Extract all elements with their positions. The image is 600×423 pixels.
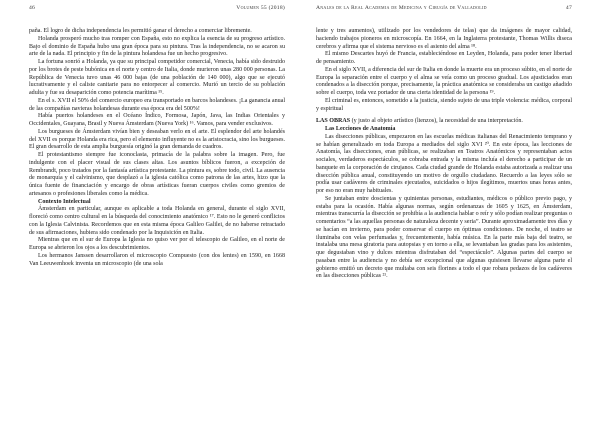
las-obras-label: LAS OBRAS (316, 118, 351, 125)
right-running-title: Anales de la Real Academia de Medicina y Cirugía de Valladolid (316, 5, 487, 11)
right-running-head (316, 5, 572, 13)
left-page (29, 0, 285, 423)
section-heading-lecciones-anatomia: Las Lecciones de Anatomía (325, 126, 396, 132)
left-paragraph: Los burgueses de Ámsterdam vivían bien y deseaban verlo en el arte. El esplendor del arte holandés del XVII es porque Holanda era rica, pero el elemento influyente no es la aristocracia, sino los burgueses. El gran desarrollo de esta amplia burguesía originó la gran demanda de cuadros. (29, 128, 285, 151)
right-page-body (316, 28, 572, 281)
left-paragraph: paña. El logro de dicha independencia les permitió ganar el derecho a comerciar libremente. (29, 28, 252, 34)
right-page (316, 0, 572, 423)
left-paragraph: Mientras que en el sur de Europa la Iglesia no quiso ver por el telescopio de Galileo, en el norte de Europa se abrieron los ojos a los descubrimientos. (29, 237, 285, 251)
left-paragraph: Los hermanos Janssen desarrollaron el microscopio Compuesto (con dos lentes) en 1590, en 1668 Van Leeuwenhoek inventa un microscopio (de una sola (29, 252, 285, 267)
left-paragraph: Holanda prosperó mucho tras romper con España, esto no explica la esencia de su progreso artístico. Bajo el dominio de España hubo una gran época para su pintura. Tras la independencia, no se acaron su arte de la nada. El principio y fin de la pintura holandesa fue un hecho progresivo. (29, 35, 285, 58)
right-page-number: 47 (565, 5, 572, 11)
right-paragraph: En el siglo XVII, a diferencia del sur de Italia en donde la muerte era un proceso súbito, en el norte de Europa la separación entre el cuerpo y el alma se veía como un proceso gradual. Los ajusticiados eran condenados a la disección porque, precisamente, la práctica anatómica se consideraba un castigo añadido sobre el cuerpo, toda vez portador de una cierta identidad de la persona ¹⁹. (316, 66, 572, 96)
left-paragraph: La fortuna sonrió a Holanda, ya que su principal competidor comercial, Venecia, había sido destruido por los brotes de peste bubónica en el norte y centro de Italia, donde murieron unas 280 000 personas. La República de Venecia tuvo unas 46 000 bajas (de una población de 140 000), algo que se ejecutó lucrativamente y el caliste canitarie para no entorpecer al comercio. Murió un tercio de su población adulta y fue su desaparición como potencia marítima ¹⁵. (29, 59, 285, 96)
left-paragraph: Había puertos holandeses en el Océano Índico, Formosa, Japón, Java, las Indias Orientales y Occidentales, Guayana, Brasil y Nueva Ámsterdam (Nueva York) ¹⁶. Vamos, para vender exclusivos. (29, 113, 285, 127)
left-running-head (29, 5, 285, 13)
right-paragraph: lente y tres aumentos), utilizado por los vendedores de telas) que da imágenes de mayor calidad, haciendo trabajos pioneros en microscopía. En 1664, en la Inglaterra protestante, Thomas Willis diseca cerebros y afirma que el sistema nervioso es el asiento del alma ¹⁸. (316, 28, 572, 50)
section-heading-contexto-intelectual: Contexto Intelectual (38, 198, 91, 205)
las-obras-rest: (y justo al objeto artístico (lienzos), la necesidad de una interpretación. (350, 118, 523, 125)
left-page-number: 46 (29, 5, 36, 11)
left-paragraph: Ámsterdam en particular, aunque es aplicable a toda Holanda en general, durante el siglo XVII, floreció como centro cultural en la búsqueda del conocimiento anatómico ¹⁷. Esto no le generó conflictos con la Iglesia Calvinista. Recordemos que en esta misma época Galileo Galilei, de no haberse retractado de sus afirmaciones, hubiera sido condenado por la Inquisición en Italia. (29, 206, 285, 236)
right-paragraph: Las disecciones públicas, empezaron en las escuelas médicas italianas del Renacimiento temprano y se habían generalizado en toda Europa a mediados del siglo XVI ²⁰. En este época, las lecciones de Anatomía, las disecciones, eran públicas, se realizaban en Teatros Anatómicos y representaban actos sociales, verdaderos espectáculos, se cobraba entrada y la misma incluía el derecho a participar de un banquete en la corporación de cirujanos. Cada ciudad grande de Holanda estaba autorizada a realizar una disección pública anual, constituyendo un motivo de orgullo ciudadano. Recuerdo a las leyes sólo se podía usar cadáveres de criminales ejecutados, suicidados o hijos ilegítimos, muertos unas horas antes, por eso no eran muy habituales. (316, 133, 572, 194)
right-paragraph: El criminal es, entonces, sometido a la justicia, siendo sujeto de una triple violencia: médica, corporal y espiritual (316, 97, 572, 112)
section-heading-las-obras (316, 118, 572, 126)
left-running-title: Volumen 55 (2018) (236, 5, 285, 11)
left-paragraph: El protestantismo siempre fue iconoclasta, primacía de la palabra sobre la imagen. Pero, fue indulgente con el placer visual de sus clases altas. Los asuntos bíblicos fueron, a excepción de Rembrandt, poco tratados por la fantasía artística protestante. La pintura es, sobre todo, civil. La ausencia de monarquía y el calvinismo, que desplazó a la iglesia católica como patrona de las artes, hizo que la única fuente de financiación y encargo de obras artísticas fueran cuerpos civiles como gremios de artesanos o profesiones liberales como la médica. (29, 152, 285, 197)
left-paragraph: En el s. XVII el 50% del comercio europeo era transportado en barcos holandeses. ¡La ganancia anual de las compañías navieras holandesas durante esa época era del 500%! (29, 97, 285, 112)
left-page-body (29, 28, 285, 268)
right-paragraph: El mismo Descartes huyó de Francia, estableciéndose en Leyden, Holanda, para poder tener libertad de pensamiento. (316, 51, 572, 65)
right-paragraph: Se juntaban entre doscientas y quinientas personas, estudiantes, médicos o público previo pago, y estaba para la ocasión. Había algunas normas, según ordenanzas de 1605 y 1625, en Ámsterdam, mientras transcurría la disección se prohibía a la audiencia hablar o reír y sólo podían realizar preguntas o comentarios “a las aquellas personas de naturaleza decente y seria”. Durante aproximadamente tres días y se hacían en invierno, para poder conservar el cuerpo en óptimas condiciones. De noche, el teatro se iluminaba con velas perfumadas y, frecuentemente, había música. En la parte más baja del teatro, se instalaba una mesa giratoria para autopsias y en torno a ella, se levantaban las gradas para los asistentes, que degustaban vino y dulces mientras disfrutaban del “espectáculo”. Algunas partes del cuerpo se pasaban entre la audiencia y no debía ser excepcional que algunas quisiesen llevarse alguna parte el gobierno emitió un decreto que multaba con seis florines a todo el que robara pedazos de los cadáveres en las disecciones públicas ²¹. (316, 195, 572, 280)
